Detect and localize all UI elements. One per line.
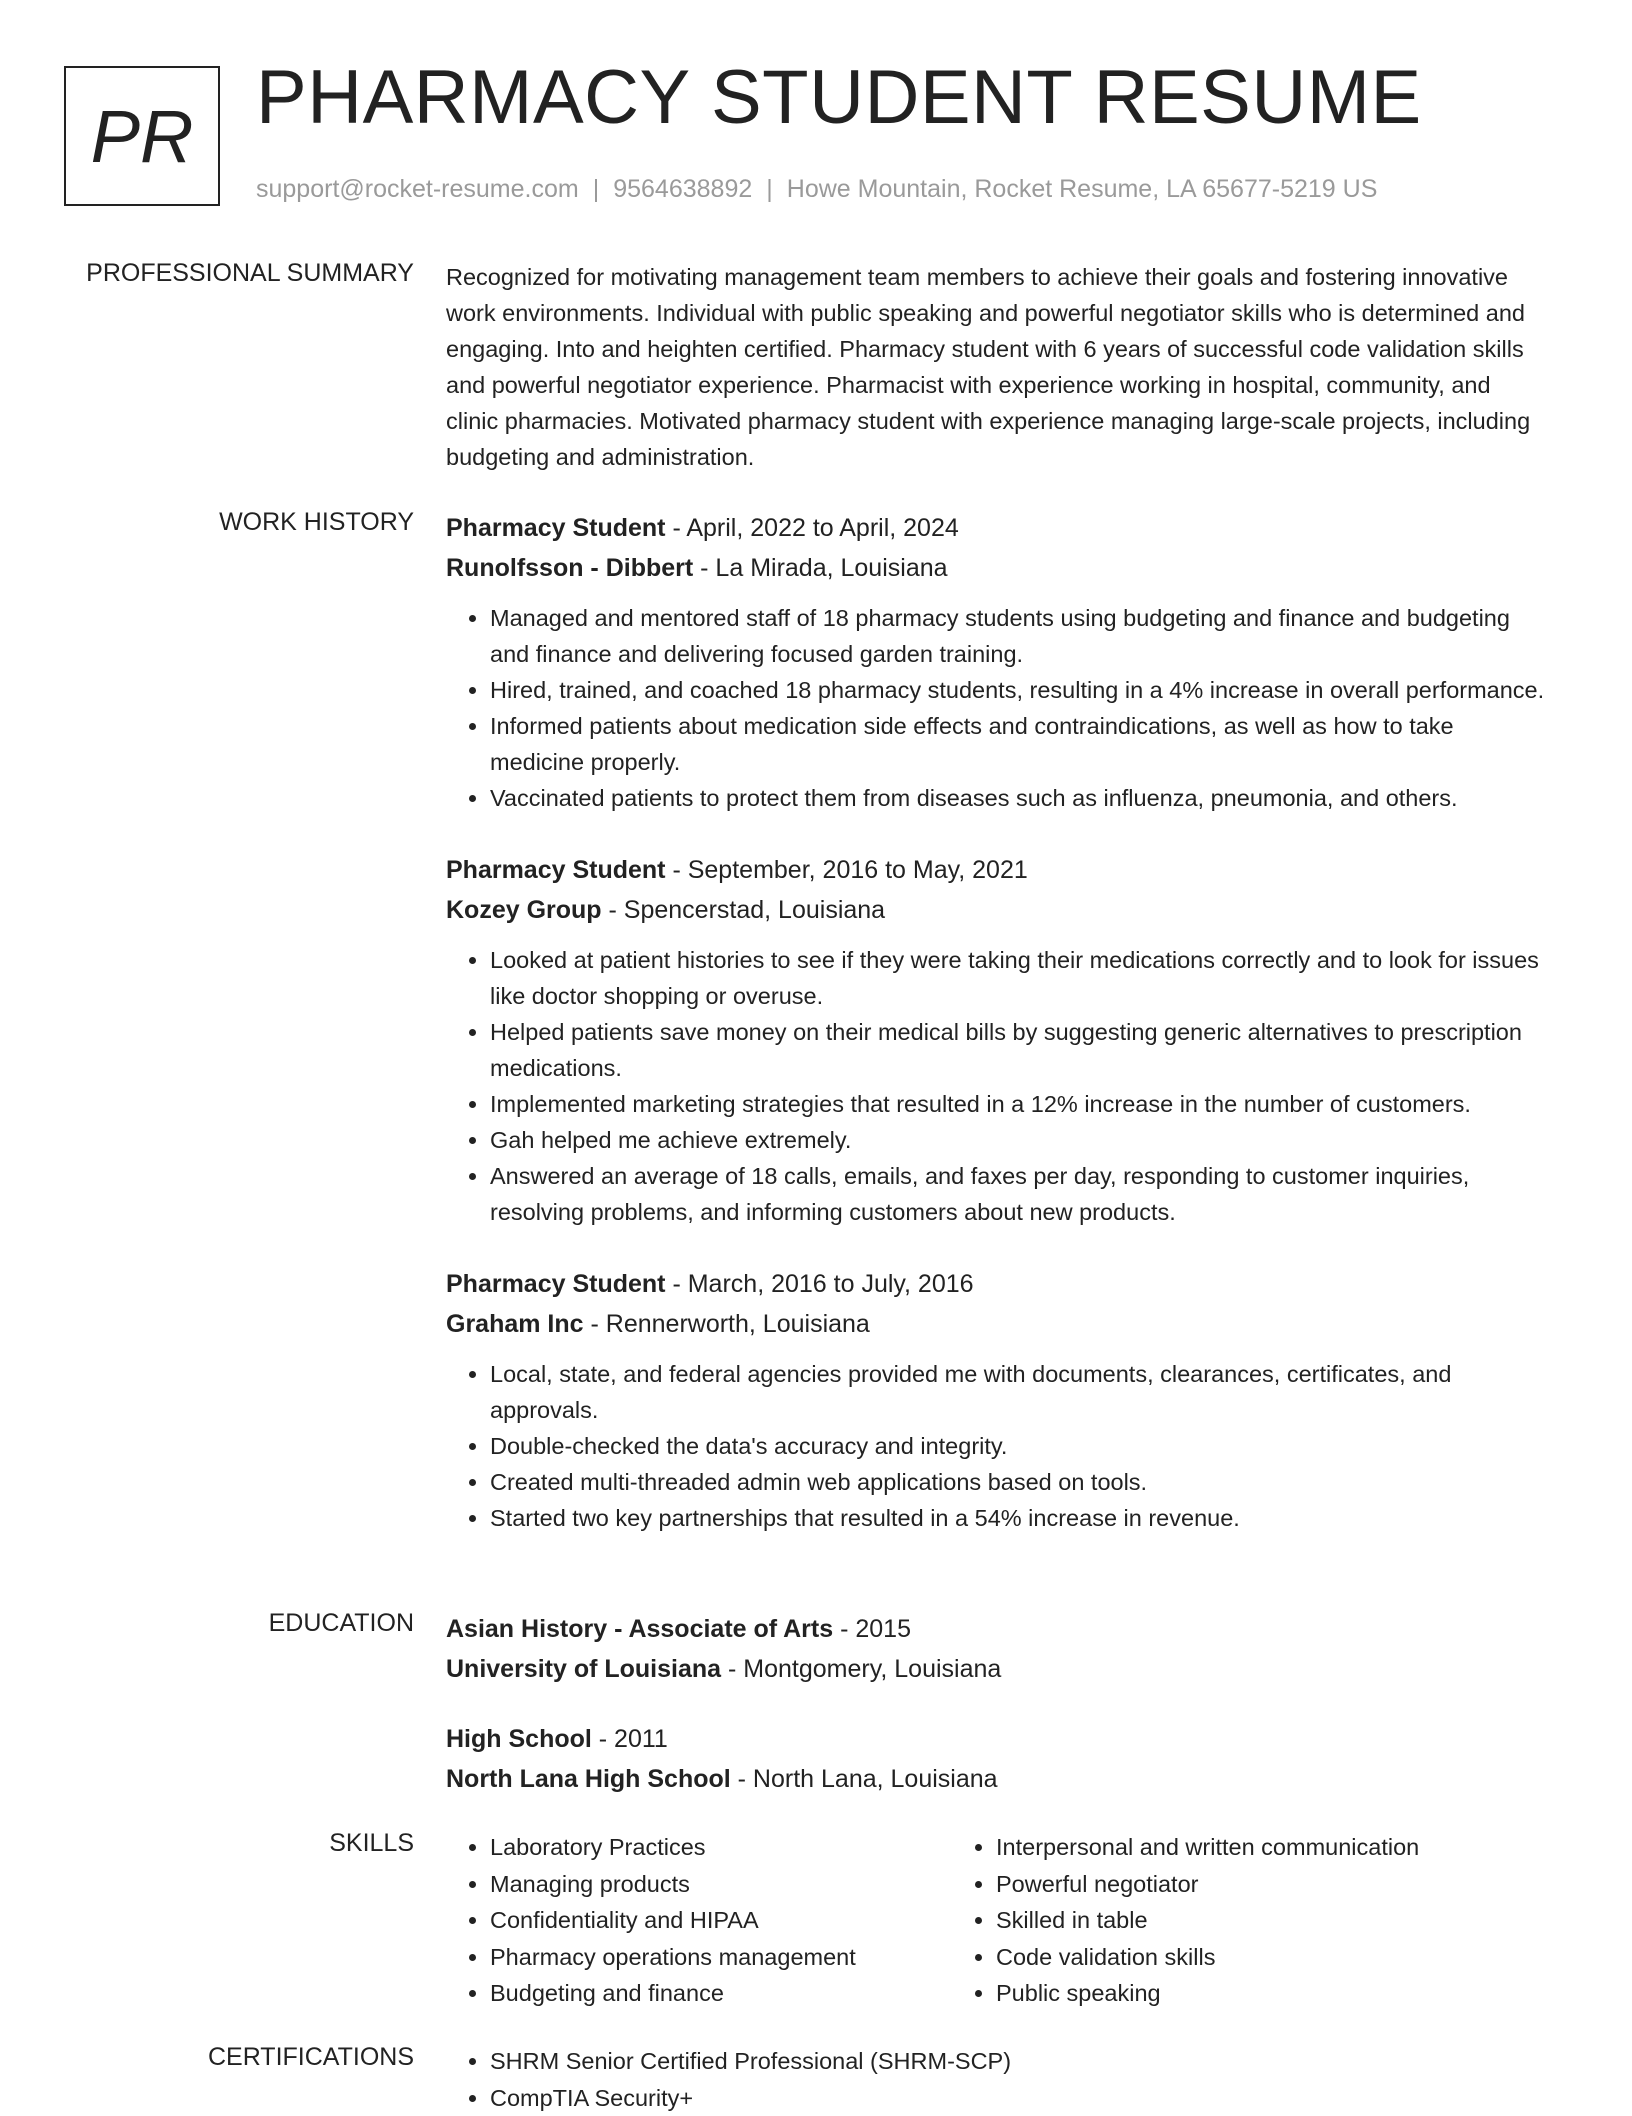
page-title: PHARMACY STUDENT RESUME [256,56,1422,140]
skill-item: • Laboratory Practices [490,1829,952,1866]
job-bullet: • Answered an average of 18 calls, emails, and faxes per day, responding to customer inquiries, resolving problems, and informing customers about new products. [490,1158,1546,1230]
job-bullet: • Implemented marketing strategies that resulted in a 12% increase in the number of customers. [490,1086,1546,1122]
job-dates: - April, 2022 to April, 2024 [666,514,959,542]
job-bullet: • Vaccinated patients to protect them from diseases such as influenza, pneumonia, and others. [490,780,1546,816]
education-degree: High School [446,1725,592,1753]
section-label-work-history: WORK HISTORY [219,508,414,537]
job-bullet: • Gah helped me achieve extremely. [490,1122,1546,1158]
job-bullet: • Local, state, and federal agencies provided me with documents, clearances, certificates, and approvals. [490,1356,1546,1428]
job-dates: - September, 2016 to May, 2021 [666,856,1028,884]
job-dates: - March, 2016 to July, 2016 [666,1270,974,1298]
contact-phone: 9564638892 [613,175,752,203]
certifications-list [446,2043,1446,2116]
job-bullet: • Created multi-threaded admin web applications based on tools. [490,1464,1546,1500]
job-title-line [446,850,1546,890]
job-bullet: • Looked at patient histories to see if they were taking their medications correctly and to look for issues like doctor shopping or overuse. [490,942,1546,1014]
job-bullet: • Managed and mentored staff of 18 pharmacy students using budgeting and finance and budgeting and finance and delivering focused garden training. [490,600,1546,672]
job-bullet: • Started two key partnerships that resulted in a 54% increase in revenue. [490,1500,1546,1536]
job-company-line [446,1304,1546,1344]
job-title: Pharmacy Student [446,514,666,542]
job-company: Runolfsson - Dibbert [446,554,693,582]
section-label-summary: PROFESSIONAL SUMMARY [86,259,414,288]
job-company-line [446,890,1546,930]
job-location: - Spencerstad, Louisiana [602,896,886,924]
skills-column-left [446,1829,952,2012]
monogram-logo: PR [64,66,220,206]
skill-item: • Pharmacy operations management [490,1939,952,1976]
section-label-certifications: CERTIFICATIONS [208,2043,414,2072]
education-entry [446,1609,1546,1689]
skill-item: • Budgeting and finance [490,1975,952,2012]
education-degree-line [446,1609,1546,1649]
skill-item: • Managing products [490,1866,952,1903]
job-bullets [446,942,1546,1230]
job-bullet: • Helped patients save money on their medical bills by suggesting generic alternatives to prescription medications. [490,1014,1546,1086]
job-company-line [446,548,1546,588]
job-entry [446,850,1546,1230]
job-title: Pharmacy Student [446,856,666,884]
job-entry [446,1264,1546,1536]
certifications-body [446,2043,1546,2116]
work-history-body [446,508,1546,1570]
contact-separator: | [579,175,614,203]
education-school: North Lana High School [446,1765,731,1793]
summary-text: Recognized for motivating management team members to achieve their goals and fostering innovative work environments. Individual with public speaking and powerful negotiator skills who is determined and engaging. Into and heighten certified. Pharmacy student with 6 years of successful code validation skills and powerful negotiator experience. Pharmacist with experience working in hospital, community, and clinic pharmacies. Motivated pharmacy student with experience managing large-scale projects, including budgeting and administration. [446,259,1546,475]
certification-item: • SHRM Senior Certified Professional (SHRM-SCP) [490,2043,1446,2080]
education-school-line [446,1759,1546,1799]
job-bullets [446,600,1546,816]
contact-separator: | [752,175,787,203]
certification-item: • CompTIA Security+ [490,2080,1446,2116]
education-location: - Montgomery, Louisiana [721,1655,1001,1683]
job-bullet: • Double-checked the data's accuracy and integrity. [490,1428,1546,1464]
education-entry [446,1719,1546,1799]
skills-column-right [952,1829,1458,2012]
education-body [446,1609,1546,1833]
job-location: - La Mirada, Louisiana [693,554,947,582]
skill-item: • Confidentiality and HIPAA [490,1902,952,1939]
job-title-line [446,1264,1546,1304]
skill-item: • Public speaking [996,1975,1458,2012]
job-location: - Rennerworth, Louisiana [584,1310,870,1338]
section-label-education: EDUCATION [269,1609,414,1638]
job-bullet: • Informed patients about medication side effects and contraindications, as well as how to take medicine properly. [490,708,1546,780]
section-label-skills: SKILLS [329,1829,414,1858]
education-year: - 2015 [833,1615,911,1643]
skills-body [446,1829,1546,2012]
skill-item: • Powerful negotiator [996,1866,1458,1903]
education-year: - 2011 [592,1725,668,1753]
job-title-line [446,508,1546,548]
job-company: Kozey Group [446,896,602,924]
job-title: Pharmacy Student [446,1270,666,1298]
skill-item: • Skilled in table [996,1902,1458,1939]
education-location: - North Lana, Louisiana [731,1765,998,1793]
job-company: Graham Inc [446,1310,584,1338]
contact-email: support@rocket-resume.com [256,175,579,203]
contact-address: Howe Mountain, Rocket Resume, LA 65677-5219 US [787,175,1378,203]
skill-item: • Code validation skills [996,1939,1458,1976]
contact-line [256,175,1377,204]
education-degree-line [446,1719,1546,1759]
job-bullet: • Hired, trained, and coached 18 pharmacy students, resulting in a 4% increase in overall performance. [490,672,1546,708]
skill-item: • Interpersonal and written communication [996,1829,1458,1866]
education-school: University of Louisiana [446,1655,721,1683]
education-degree: Asian History - Associate of Arts [446,1615,833,1643]
education-school-line [446,1649,1546,1689]
job-entry [446,508,1546,816]
job-bullets [446,1356,1546,1536]
